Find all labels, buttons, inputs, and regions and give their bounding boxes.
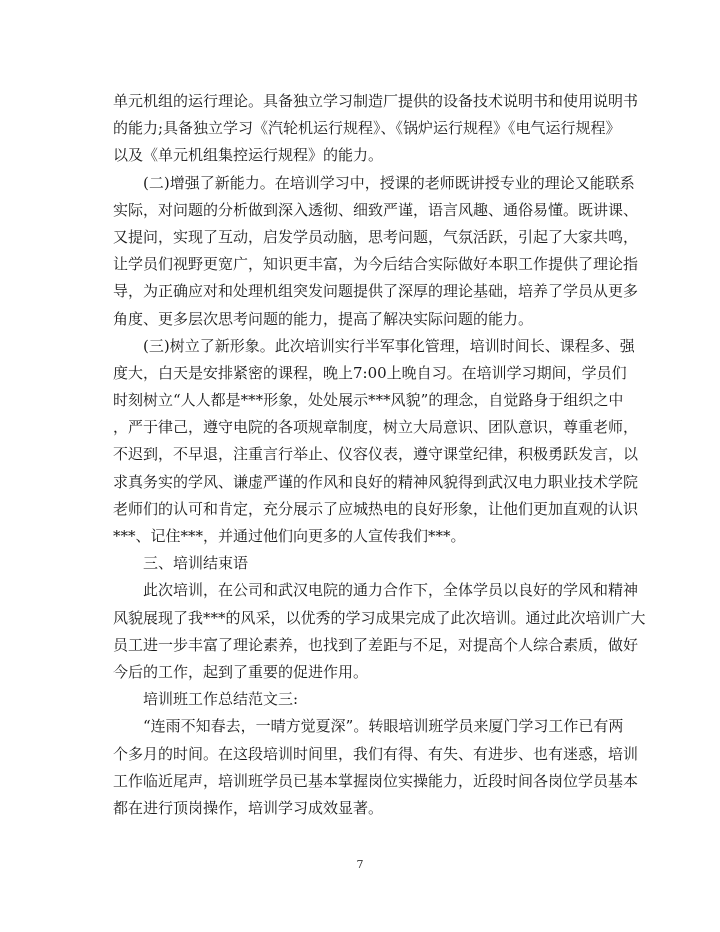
text-line: 实际，对问题的分析做到深入透彻、细致严谨，语言风趣、通俗易懂。既讲课、 <box>113 200 639 219</box>
text-line: 风貌展现了我***的风采，以优秀的学习成果完成了此次培训。通过此次培训广大 <box>113 608 646 627</box>
page-number: 7 <box>356 858 364 871</box>
document-body <box>113 88 646 822</box>
section-heading: 三、培训结束语 <box>143 554 249 573</box>
text-line: 让学员们视野更宽广，知识更丰富，为今后结合实际做好本职工作提供了理论指 <box>113 255 639 274</box>
paragraph-start-line: (二)增强了新能力。在培训学习中，授课的老师既讲授专业的理论又能联系 <box>143 173 635 192</box>
text-line: 都在进行顶岗操作，培训学习成效显著。 <box>113 798 384 817</box>
text-line: 角度、更多层次思考问题的能力，提高了解决实际问题的能力。 <box>113 309 534 328</box>
text-line: 老师们的认可和肯定，充分展示了应城热电的良好形象，让他们更加直观的认识 <box>113 499 639 518</box>
paragraph-start-line: 此次培训，在公司和武汉电院的通力合作下，全体学员以良好的学风和精神 <box>143 581 639 600</box>
text-line: 单元机组的运行理论。具备独立学习制造厂提供的设备技术说明书和使用说明书 <box>113 92 639 110</box>
paragraph-start-line: “连雨不知春去，一晴方觉夏深”。转眼培训班学员来厦门学习工作已有两 <box>143 717 624 736</box>
text-line: 时刻树立“人人都是***形象，处处展示***风貌”的理念，自觉路身于组织之中 <box>113 391 624 410</box>
text-line: ，严于律己，遵守电院的各项规章制度，树立大局意识、团队意识，尊重老师， <box>113 418 639 437</box>
text-line: 又提问，实现了互动，启发学员动脑，思考问题，气氛活跃，引起了大家共鸣， <box>113 227 639 246</box>
text-line: ***、记住***，并通过他们向更多的人宣传我们***。 <box>113 527 466 545</box>
section-heading: 培训班工作总结范文三: <box>143 690 299 709</box>
text-line: 不迟到，不早退，注重言行举止、仪容仪表，遵守课堂纪律，积极勇跃发言，以 <box>113 445 639 464</box>
text-line: 以及《单元机组集控运行规程》的能力。 <box>113 146 384 165</box>
text-line: 求真务实的学风、谦虚严谨的作风和良好的精神风貌得到武汉电力职业技术学院 <box>113 472 639 491</box>
text-line: 员工进一步丰富了理论素养，也找到了差距与不足，对提高个人综合素质，做好 <box>113 635 639 654</box>
text-line: 工作临近尾声，培训班学员已基本掌握岗位实操能力，近段时间各岗位学员基本 <box>113 771 639 790</box>
text-line: 的能力;具备独立学习《汽轮机运行规程》、《锅炉运行规程》《电气运行规程》 <box>113 119 621 138</box>
paragraph-start-line: (三)树立了新形象。此次培训实行半军事化管理，培训时间长、课程多、强 <box>143 336 635 355</box>
text-line: 导，为正确应对和处理机组突发问题提供了深厚的理论基础，培养了学员从更多 <box>113 282 639 301</box>
text-line: 个多月的时间。在这段培训时间里，我们有得、有失、有进步、也有迷惑，培训 <box>113 744 639 763</box>
text-line: 今后的工作，起到了重要的促进作用。 <box>113 662 369 681</box>
text-line: 度大，白天是安排紧密的课程，晚上7:00上晚自习。在培训学习期间，学员们 <box>113 363 627 382</box>
